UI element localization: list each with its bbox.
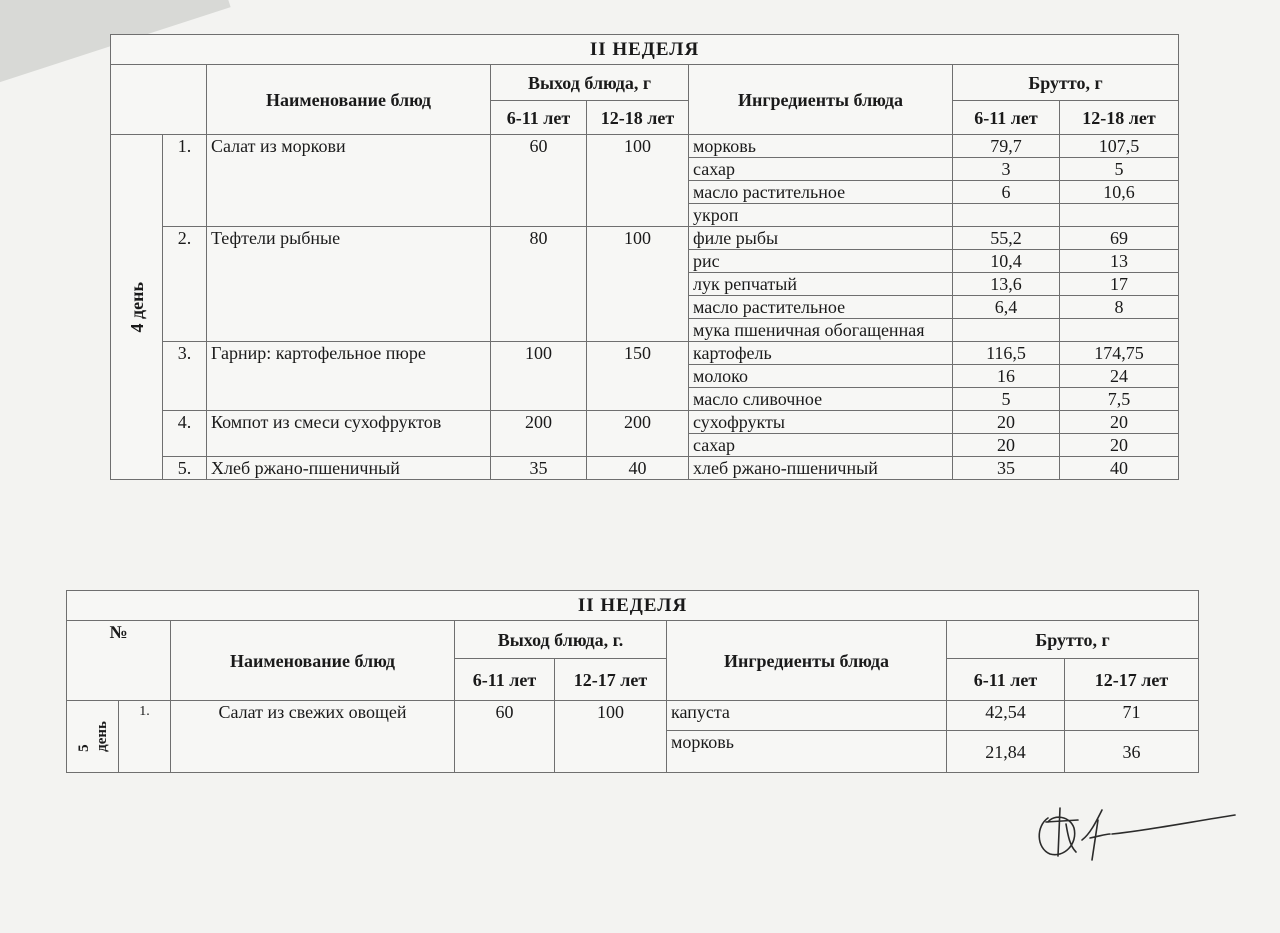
ingredient-brutto-12-18: 7,5 xyxy=(1060,388,1179,411)
ingredient-brutto-6-11: 21,84 xyxy=(947,731,1065,773)
dish-number: 3. xyxy=(163,342,207,411)
ingredient-name: рис xyxy=(689,250,953,273)
table-row xyxy=(111,227,1179,250)
header-ingredients: Ингредиенты блюда xyxy=(689,65,953,135)
ingredient-brutto-12-18: 13 xyxy=(1060,250,1179,273)
dish-name: Компот из смеси сухофруктов xyxy=(207,411,491,457)
dish-output-6-11: 60 xyxy=(455,701,555,773)
ingredient-name: морковь xyxy=(689,135,953,158)
ingredient-name: капуста xyxy=(667,701,947,731)
ingredient-brutto-12-18 xyxy=(1060,204,1179,227)
dish-name: Гарнир: картофельное пюре xyxy=(207,342,491,411)
day-number: 5 xyxy=(75,744,92,752)
ingredient-brutto-12-18: 107,5 xyxy=(1060,135,1179,158)
ingredient-brutto-12-18: 174,75 xyxy=(1060,342,1179,365)
dish-output-6-11: 35 xyxy=(491,457,587,480)
header-age-12-17: 12-17 лет xyxy=(555,659,667,701)
header-dish-name: Наименование блюд xyxy=(207,65,491,135)
header-brutto-age-6-11: 6-11 лет xyxy=(947,659,1065,701)
ingredient-name: укроп xyxy=(689,204,953,227)
ingredient-name: масло растительное xyxy=(689,181,953,204)
ingredient-name: хлеб ржано-пшеничный xyxy=(689,457,953,480)
header-brutto-age-12-18: 12-18 лет xyxy=(1060,101,1179,135)
ingredient-brutto-6-11: 42,54 xyxy=(947,701,1065,731)
dish-name: Хлеб ржано-пшеничный xyxy=(207,457,491,480)
ingredient-brutto-12-18 xyxy=(1060,319,1179,342)
table-row xyxy=(111,135,1179,158)
header-output: Выход блюда, г. xyxy=(455,621,667,659)
ingredient-brutto-6-11: 13,6 xyxy=(953,273,1060,296)
ingredient-brutto-6-11: 20 xyxy=(953,434,1060,457)
header-brutto: Брутто, г xyxy=(947,621,1199,659)
ingredient-brutto-6-11 xyxy=(953,204,1060,227)
ingredient-brutto-12-18: 10,6 xyxy=(1060,181,1179,204)
ingredient-name: морковь xyxy=(667,731,947,773)
ingredient-brutto-12-17: 36 xyxy=(1065,731,1199,773)
ingredient-brutto-6-11: 10,4 xyxy=(953,250,1060,273)
day-label-cell xyxy=(111,135,163,480)
dish-name: Тефтели рыбные xyxy=(207,227,491,342)
ingredient-name: сахар xyxy=(689,158,953,181)
ingredient-name: масло сливочное xyxy=(689,388,953,411)
ingredient-name: филе рыбы xyxy=(689,227,953,250)
ingredient-brutto-12-18: 24 xyxy=(1060,365,1179,388)
ingredient-brutto-12-17: 71 xyxy=(1065,701,1199,731)
header-brutto-age-6-11: 6-11 лет xyxy=(953,101,1060,135)
day-word: день xyxy=(93,721,110,752)
header-number: № xyxy=(67,621,171,701)
ingredient-name: молоко xyxy=(689,365,953,388)
ingredient-brutto-6-11: 16 xyxy=(953,365,1060,388)
dish-number: 1. xyxy=(163,135,207,227)
handwritten-signature xyxy=(1030,800,1250,870)
dish-output-12-18: 40 xyxy=(587,457,689,480)
ingredient-brutto-6-11: 3 xyxy=(953,158,1060,181)
menu-table-day5 xyxy=(66,590,1199,773)
ingredient-brutto-6-11: 55,2 xyxy=(953,227,1060,250)
dish-output-6-11: 80 xyxy=(491,227,587,342)
ingredient-name: масло растительное xyxy=(689,296,953,319)
ingredient-brutto-6-11: 116,5 xyxy=(953,342,1060,365)
day-label: 4 день xyxy=(126,281,147,333)
header-output: Выход блюда, г xyxy=(491,65,689,101)
ingredient-brutto-12-18: 5 xyxy=(1060,158,1179,181)
dish-number: 1. xyxy=(119,701,171,773)
table-row xyxy=(111,342,1179,365)
ingredient-name: картофель xyxy=(689,342,953,365)
ingredient-name: сухофрукты xyxy=(689,411,953,434)
ingredient-name: сахар xyxy=(689,434,953,457)
ingredient-brutto-6-11: 79,7 xyxy=(953,135,1060,158)
week-title: II НЕДЕЛЯ xyxy=(67,591,1199,621)
ingredient-brutto-12-18: 17 xyxy=(1060,273,1179,296)
dish-number: 5. xyxy=(163,457,207,480)
ingredient-brutto-12-18: 40 xyxy=(1060,457,1179,480)
ingredient-brutto-12-18: 69 xyxy=(1060,227,1179,250)
ingredient-brutto-6-11: 5 xyxy=(953,388,1060,411)
ingredient-name: мука пшеничная обогащенная xyxy=(689,319,953,342)
table-row xyxy=(67,701,1199,731)
table-row xyxy=(111,457,1179,480)
header-dish-name: Наименование блюд xyxy=(171,621,455,701)
ingredient-brutto-12-18: 20 xyxy=(1060,434,1179,457)
dish-output-12-18: 100 xyxy=(587,135,689,227)
header-ingredients: Ингредиенты блюда xyxy=(667,621,947,701)
dish-output-12-18: 200 xyxy=(587,411,689,457)
header-age-6-11: 6-11 лет xyxy=(455,659,555,701)
day-label-cell xyxy=(67,701,119,773)
dish-number: 4. xyxy=(163,411,207,457)
ingredient-brutto-6-11 xyxy=(953,319,1060,342)
dish-output-6-11: 100 xyxy=(491,342,587,411)
table-row xyxy=(111,411,1179,434)
ingredient-brutto-6-11: 35 xyxy=(953,457,1060,480)
dish-output-6-11: 60 xyxy=(491,135,587,227)
dish-output-12-18: 150 xyxy=(587,342,689,411)
dish-output-12-17: 100 xyxy=(555,701,667,773)
header-age-12-18: 12-18 лет xyxy=(587,101,689,135)
header-brutto: Брутто, г xyxy=(953,65,1179,101)
day-label xyxy=(75,721,111,752)
ingredient-brutto-6-11: 6 xyxy=(953,181,1060,204)
dish-name: Салат из свежих овощей xyxy=(171,701,455,773)
menu-table-day4 xyxy=(110,34,1179,480)
ingredient-name: лук репчатый xyxy=(689,273,953,296)
ingredient-brutto-6-11: 6,4 xyxy=(953,296,1060,319)
ingredient-brutto-6-11: 20 xyxy=(953,411,1060,434)
header-brutto-age-12-17: 12-17 лет xyxy=(1065,659,1199,701)
ingredient-brutto-12-18: 8 xyxy=(1060,296,1179,319)
header-blank xyxy=(111,65,207,135)
dish-number: 2. xyxy=(163,227,207,342)
ingredient-brutto-12-18: 20 xyxy=(1060,411,1179,434)
dish-output-12-18: 100 xyxy=(587,227,689,342)
week-title: II НЕДЕЛЯ xyxy=(111,35,1179,65)
dish-output-6-11: 200 xyxy=(491,411,587,457)
dish-name: Салат из моркови xyxy=(207,135,491,227)
header-age-6-11: 6-11 лет xyxy=(491,101,587,135)
